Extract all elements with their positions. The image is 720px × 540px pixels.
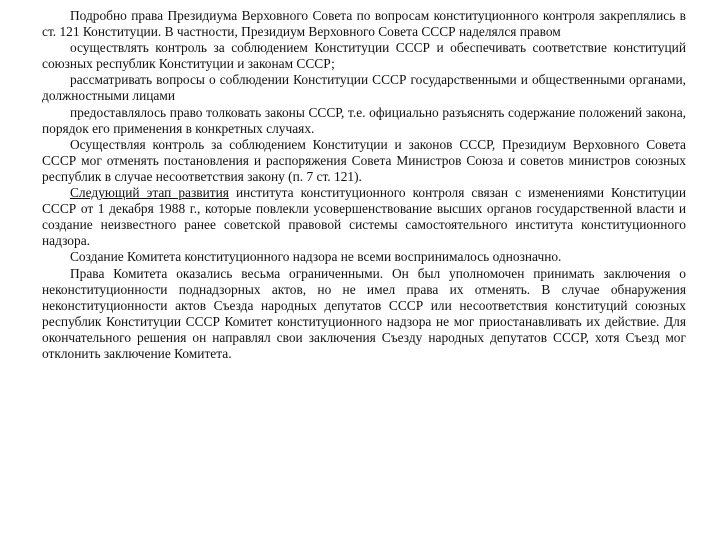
paragraph-next-stage — [42, 185, 686, 249]
paragraph-interpret-laws: предоставлялось право толковать законы СССР, т.е. официально разъяснять содержание положений закона, порядок его применения в конкретных случаях. — [42, 104, 686, 136]
paragraph-presidium-powers: Подробно права Президиума Верховного Совета по вопросам конституционного контроля закреплялись в ст. 121 Конституции. В частности, Президиум Верховного Совета СССР наделялся правом — [42, 8, 686, 40]
paragraph-committee-creation: Создание Комитета конституционного надзора не всеми воспринималось однозначно. — [70, 249, 562, 265]
next-stage-text: института конституционного контроля связан с изменениями Конституции СССР от 1 декабря 1988 г., которые повлекли усовершенствование высших органов государственной власти и создание неизвестного ранее советской правовой системы самостоятельного института конституционного надзора. — [42, 185, 686, 249]
document-body — [42, 8, 686, 362]
paragraph-control-constitution: осуществлять контроль за соблюдением Конституции СССР и обеспечивать соответствие конституций союзных республик Конституции и законам СССР; — [42, 40, 686, 72]
paragraph-review-questions: рассматривать вопросы о соблюдении Конституции СССР государственными и общественными органами, должностными лицами — [42, 72, 686, 104]
paragraph-cancel-acts: Осуществляя контроль за соблюдением Конституции и законов СССР, Президиум Верховного Совета СССР мог отменять постановления и распоряжения Совета Министров Союза и советов министров союзных республик в случае несоответствия закону (п. 7 ст. 121). — [42, 136, 686, 184]
next-stage-link[interactable]: Следующий этап развития — [70, 185, 229, 201]
paragraph-committee-rights: Права Комитета оказались весьма ограниченными. Он был уполномочен принимать заключения о неконституционности поднадзорных актов, но не имел права их отменять. В случае обнаружения неконституционности актов Съезда народных депутатов СССР или несоответствия конституций союзных республик Конституции СССР Комитет конституционного надзора не мог приостанавливать их действие. Для окончательного решения он направлял свои заключения Съезду народных депутатов СССР, хотя Съезд мог отклонить заключение Комитета. — [42, 265, 686, 361]
